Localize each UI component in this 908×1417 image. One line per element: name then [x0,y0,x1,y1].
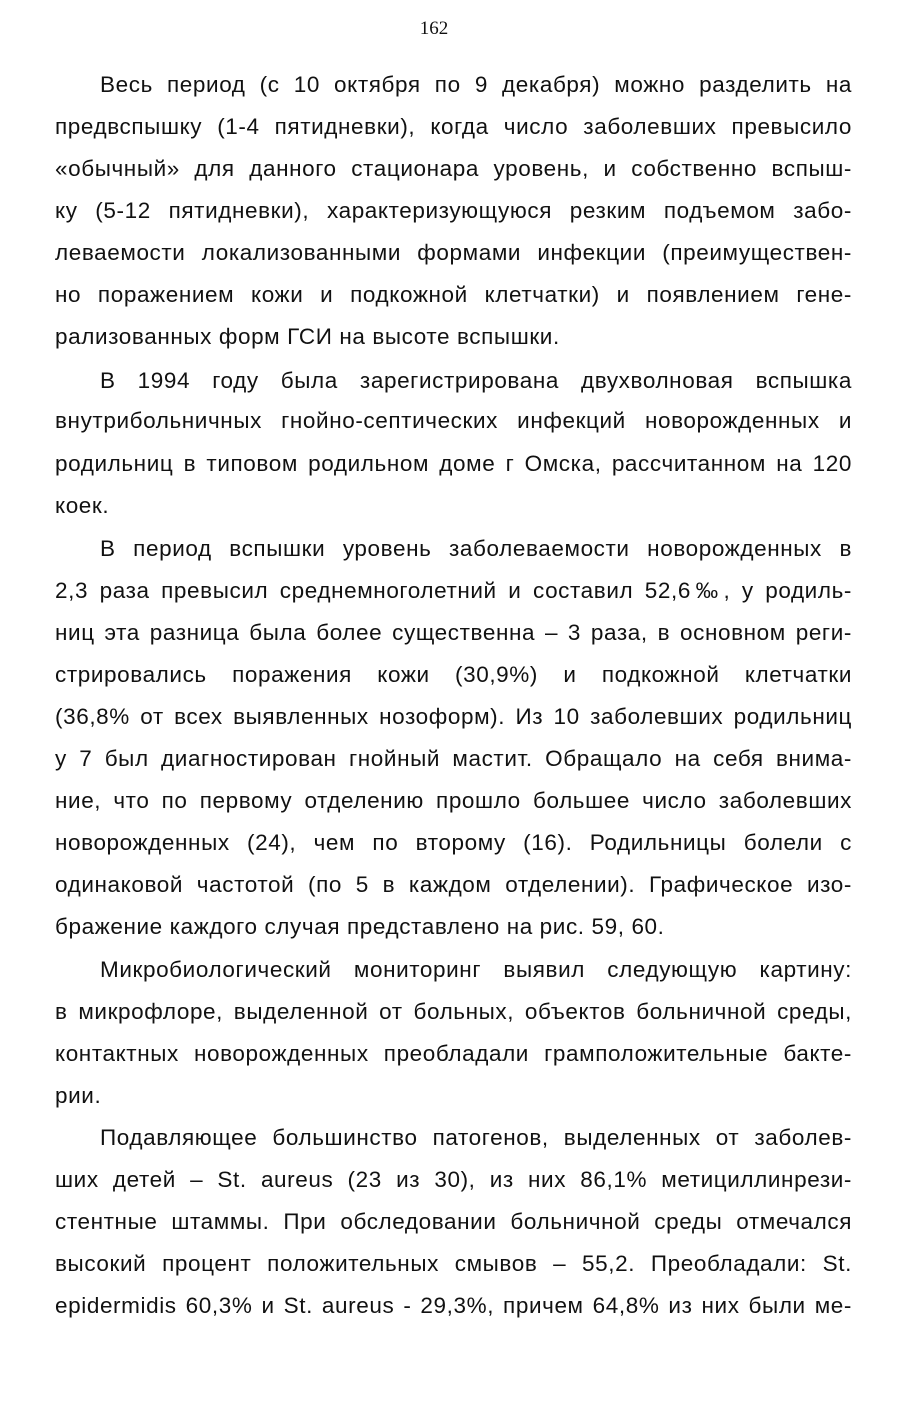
text-line: ших детей – St. aureus (23 из 30), из них 86,1% метициллинрези- [55,1167,852,1192]
text-line: коек. [55,493,110,518]
text-line: высокий процент положительных смывов – 55,2. Преобладали: St. [55,1251,852,1276]
text-line: (36,8% от всех выявленных нозоформ). Из 10 заболевших родильниц [55,704,852,729]
text-line: рии. [55,1083,102,1108]
text-line: ниц эта разница была более существенна – 3 раза, в основном реги- [55,620,852,645]
text-line: Весь период (с 10 октября по 9 декабря) можно разделить на [100,72,852,97]
text-line: стрировались поражения кожи (30,9%) и подкожной клетчатки [55,662,852,687]
text-line: Подавляющее большинство патогенов, выделенных от заболев- [100,1125,852,1150]
text-line: ние, что по первому отделению прошло большее число заболевших [55,788,852,813]
text-line: у 7 был диагностирован гнойный мастит. Обращало на себя внима- [55,746,852,771]
text-line: стентные штаммы. При обследовании больничной среды отмечался [55,1209,852,1234]
text-line: рализованных форм ГСИ на высоте вспышки. [55,324,560,349]
page-number: 162 [419,18,449,39]
text-line: предвспышку (1-4 пятидневки), когда число заболевших превысило [55,114,852,139]
text-line: родильниц в типовом родильном доме г Омска, рассчитанном на 120 [55,451,852,476]
text-line: внутрибольничных гнойно-септических инфекций новорожденных и [55,408,852,433]
text-line: «обычный» для данного стационара уровень, и собственно вспыш- [55,156,852,181]
text-line: бражение каждого случая представлено на рис. 59, 60. [55,914,665,939]
text-line: ку (5-12 пятидневки), характеризующуюся резким подъемом забо- [55,198,852,223]
text-line: одинаковой частотой (по 5 в каждом отделении). Графическое изо- [55,872,852,897]
text-line: но поражением кожи и подкожной клетчатки) и появлением гене- [55,282,852,307]
text-line: В 1994 году была зарегистрирована двухволновая вспышка [100,368,852,393]
text-line: контактных новорожденных преобладали грамположительные бакте- [55,1041,852,1066]
text-line: В период вспышки уровень заболеваемости новорожденных в [100,536,852,561]
text-line: в микрофлоре, выделенной от больных, объектов больничной среды, [55,999,852,1024]
text-line: 2,3 раза превысил среднемноголетний и составил 52,6‰, у родиль- [55,578,852,603]
text-line: Микробиологический мониторинг выявил следующую картину: [100,957,852,982]
text-line: новорожденных (24), чем по второму (16). Родильницы болели с [55,830,852,855]
text-line: леваемости локализованными формами инфекции (преимуществен- [55,240,852,265]
text-line: epidermidis 60,3% и St. aureus - 29,3%, причем 64,8% из них были ме- [55,1293,852,1318]
